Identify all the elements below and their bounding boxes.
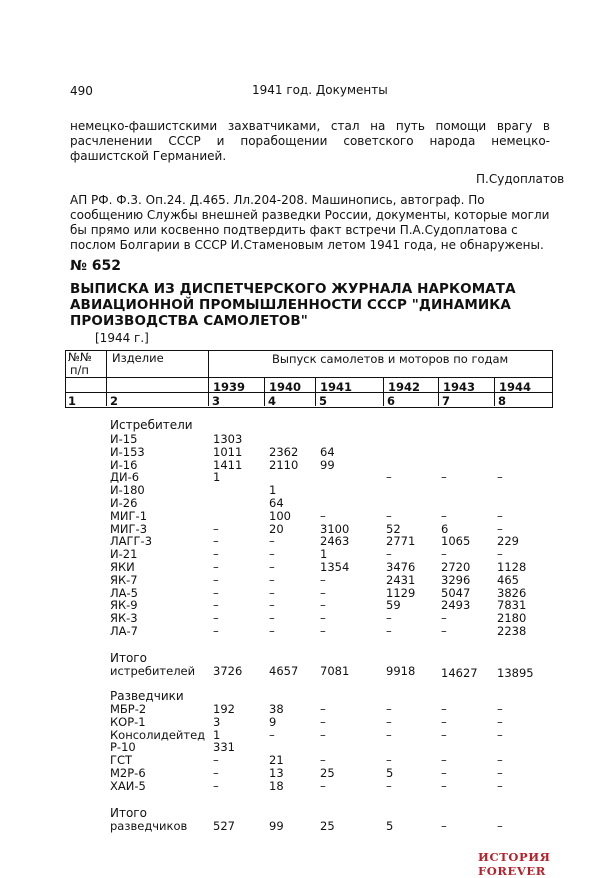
table-cell: – [386,753,392,768]
document-number: № 652 [70,258,121,274]
table-cell: – [320,702,326,716]
table-cell: – [497,727,503,742]
archive-note: АП РФ. Ф.3. Оп.24. Д.465. Лл.204-208. Машинопись, автограф. По сообщению Службы внешней разведки России, документы, которые могли бы прямо или косвенно подтвердить факт встречи П.А.Судоплатова с послом Болгарии в СССР И.Стаменовым летом 1941 года, не обнаружены. [70,193,550,252]
aircraft-name: МБР-2 [110,702,147,716]
table-cell: 7831 [497,598,527,613]
table-cell: – [386,611,392,626]
table-cell: – [497,778,503,793]
table-cell: 192 [213,702,235,716]
aircraft-name: ЯК-7 [110,572,138,587]
running-header [70,84,550,102]
aircraft-name: И-180 [110,483,145,498]
table-cell: – [213,778,219,793]
table-cell: – [320,753,326,768]
table-cell: – [441,778,447,793]
table-cell: 6 [441,521,449,536]
table-cell: – [386,727,392,742]
table-cell: – [213,624,219,638]
date-note: [1944 г.] [95,331,149,345]
table-row [0,728,600,741]
table-row [0,432,600,445]
table-cell: 229 [497,534,519,549]
table-cell: – [213,766,219,780]
table-cell: – [386,508,392,523]
table-row [0,547,600,560]
table-cell: – [269,534,275,549]
year-header: 1941 [320,380,353,394]
table-cell: – [441,470,447,485]
table-cell: 9 [269,714,277,729]
aircraft-name: ХАИ-5 [110,778,146,793]
total-cell: 13895 [497,666,534,680]
table-cell: – [386,702,392,716]
watermark-logo: ИСТОРИЯ FOREVER [478,850,551,878]
table-divider [494,377,495,406]
table-row [0,560,600,573]
table-cell: – [213,585,219,600]
table-cell: 3476 [386,560,416,574]
table-cell: – [497,521,503,536]
column-index: 7 [442,394,451,408]
table-cell: – [269,560,275,574]
table-cell: – [269,624,275,638]
table-cell: – [386,470,392,485]
table-cell: – [320,508,326,523]
table-cell: – [386,547,392,562]
aircraft-name: Консолидейтед [110,727,206,742]
table-row [0,753,600,766]
header-num-label: №№ [68,350,92,364]
table-row [0,598,600,611]
recon-total-label: Итого [110,806,147,820]
table-cell: – [441,611,447,626]
header-output-label: Выпуск самолетов и моторов по годам [272,352,509,366]
table-cell: 1 [213,470,221,485]
total-cell: 4657 [269,664,299,678]
table-cell: 64 [320,444,335,459]
table-cell: – [320,714,326,729]
table-cell: – [497,470,503,485]
header-num-label: п/п [70,363,89,377]
table-cell: – [213,560,219,574]
table-cell: 52 [386,521,401,536]
table-cell: – [497,508,503,523]
table-row [0,611,600,624]
table-cell: 13 [269,766,284,780]
table-cell: 3 [213,714,221,729]
table-cell: – [320,624,326,638]
table-row [0,496,600,509]
aircraft-name: ГСТ [110,753,133,768]
table-cell: 2180 [497,611,527,626]
table-cell: – [269,727,275,742]
table-cell: – [213,611,219,626]
table-cell: – [320,611,326,626]
table-cell: 331 [213,740,235,755]
table-cell: 1 [269,483,277,498]
aircraft-name: М2Р-6 [110,766,146,780]
table-cell: 38 [269,702,284,716]
table-row [0,483,600,496]
table-cell: – [441,624,447,638]
total-cell: 527 [213,819,235,833]
total-label: разведчиков [110,819,188,833]
table-cell: – [213,598,219,613]
table-cell: – [320,572,326,587]
table-cell: – [441,753,447,768]
table-cell: 2493 [441,598,471,613]
table-cell: 1065 [441,534,471,549]
column-index: 3 [212,394,221,408]
aircraft-name: И-16 [110,457,138,472]
aircraft-name: ЛАГГ-3 [110,534,153,549]
table-cell: 59 [386,598,401,613]
aircraft-name: И-26 [110,496,138,510]
aircraft-name: ЯК-9 [110,598,138,613]
table-cell: 20 [269,521,284,536]
table-cell: – [213,521,219,536]
table-cell: 1354 [320,560,350,574]
table-cell: – [497,766,503,780]
table-row [0,702,600,715]
table-cell: – [386,778,392,793]
section-heading-fighters: Истребители [110,418,193,432]
aircraft-name: ЯКИ [110,560,135,574]
total-cell: 7081 [320,664,350,678]
table-cell: 3100 [320,521,350,536]
table-cell: 3296 [441,572,471,587]
table-divider [208,350,209,406]
aircraft-name: ЛА-7 [110,624,138,638]
table-cell: – [497,702,503,716]
year-header: 1940 [269,380,302,394]
table-cell: – [320,585,326,600]
total-cell: 99 [269,819,284,833]
table-cell: – [213,534,219,549]
table-cell: 2238 [497,624,527,638]
aircraft-name: И-15 [110,432,138,446]
table-cell: – [269,598,275,613]
table-cell: 18 [269,778,284,793]
table-cell: – [386,624,392,638]
table-row [0,624,600,637]
table-row [0,740,600,753]
body-paragraph: немецко-фашистскими захватчиками, стал на путь помощи врагу в расчленении СССР и порабощении советского народа немецко-фашистской Германией. [70,119,550,163]
aircraft-name: ЯК-3 [110,611,138,626]
aircraft-name: Р-10 [110,740,136,755]
total-cell: 3726 [213,664,243,678]
table-row [0,573,600,586]
table-cell: – [441,547,447,562]
table-cell: 1411 [213,457,243,472]
table-row [0,470,600,483]
table-cell: – [213,547,219,562]
total-cell: – [497,819,503,833]
table-cell: – [269,572,275,587]
table-divider [264,377,265,406]
table-cell: 1129 [386,585,416,600]
table-cell: 25 [320,766,335,780]
total-label: истребителей [110,664,196,678]
total-cell: 9918 [386,664,416,678]
table-row [0,586,600,599]
year-header: 1944 [499,380,532,394]
table-cell: 5047 [441,585,471,600]
table-cell: 2431 [386,572,416,587]
table-row [0,715,600,728]
column-index: 4 [268,394,277,408]
table-cell: 2463 [320,534,350,549]
year-header: 1943 [443,380,476,394]
aircraft-name: ЛА-5 [110,585,138,600]
column-index: 2 [110,394,119,408]
recon-total-row [0,819,600,832]
table-cell: – [320,727,326,742]
table-cell: – [497,547,503,562]
aircraft-name: И-21 [110,547,138,562]
table-row [0,522,600,535]
fighters-total-row [0,664,600,680]
table-divider [106,350,107,406]
table-cell: – [269,585,275,600]
year-header: 1942 [388,380,421,394]
table-cell: 3826 [497,585,527,600]
table-row [0,445,600,458]
table-cell: 465 [497,572,519,587]
table-cell: 1011 [213,444,243,459]
table-row [0,779,600,792]
table-row [0,766,600,779]
table-row [0,458,600,471]
table-cell: 2362 [269,444,299,459]
table-cell: – [320,778,326,793]
total-cell: 25 [320,819,335,833]
table-cell: 1 [213,727,221,742]
table-divider [438,377,439,406]
table-row [0,509,600,522]
aircraft-name: И-153 [110,444,145,459]
table-cell: – [497,714,503,729]
table-cell: – [213,753,219,768]
table-cell: 1303 [213,432,243,446]
header-product-label: Изделие [112,351,164,365]
column-index: 6 [387,394,396,408]
table-cell: – [386,714,392,729]
table-cell: 2771 [386,534,416,549]
table-cell: 64 [269,496,284,510]
table-divider [315,377,316,406]
year-header: 1939 [213,380,246,394]
document-title: ВЫПИСКА ИЗ ДИСПЕТЧЕРСКОГО ЖУРНАЛА НАРКОМАТА АВИАЦИОННОЙ ПРОМЫШЛЕННОСТИ СССР "ДИНАМИКА ПРОИЗВОДСТВА САМОЛЕТОВ" [70,281,516,329]
aircraft-name: КОР-1 [110,714,146,729]
table-cell: – [441,727,447,742]
table-cell: 1128 [497,560,527,574]
table-cell: – [441,702,447,716]
aircraft-name: МИГ-1 [110,508,148,523]
aircraft-name: ДИ-6 [110,470,140,485]
table-cell: 100 [269,508,291,523]
table-cell: 5 [386,766,394,780]
table-cell: – [441,766,447,780]
total-cell: – [441,819,447,833]
table-cell: – [269,611,275,626]
table-cell: 1 [320,547,328,562]
table-cell: 21 [269,753,284,768]
total-cell: 14627 [441,666,478,680]
column-index: 5 [319,394,328,408]
table-cell: – [497,753,503,768]
column-index: 1 [68,394,77,408]
table-cell: 99 [320,457,335,472]
table-cell: – [320,598,326,613]
aircraft-name: МИГ-3 [110,521,148,536]
table-cell: 2110 [269,457,299,472]
table-divider [65,392,553,393]
table-cell: – [441,714,447,729]
signature: П.Судоплатов [476,172,565,186]
table-divider [383,377,384,406]
fighters-total-label: Итого [110,651,147,665]
running-title: 1941 год. Документы [252,83,388,97]
table-cell: – [213,572,219,587]
table-cell: – [269,547,275,562]
table-cell: – [441,508,447,523]
table-cell: 2720 [441,560,471,574]
table-row [0,534,600,547]
total-cell: 5 [386,819,394,833]
page-number: 490 [70,84,93,98]
section-heading-recon: Разведчики [110,689,184,703]
column-index: 8 [498,394,507,408]
table-divider [65,377,553,378]
